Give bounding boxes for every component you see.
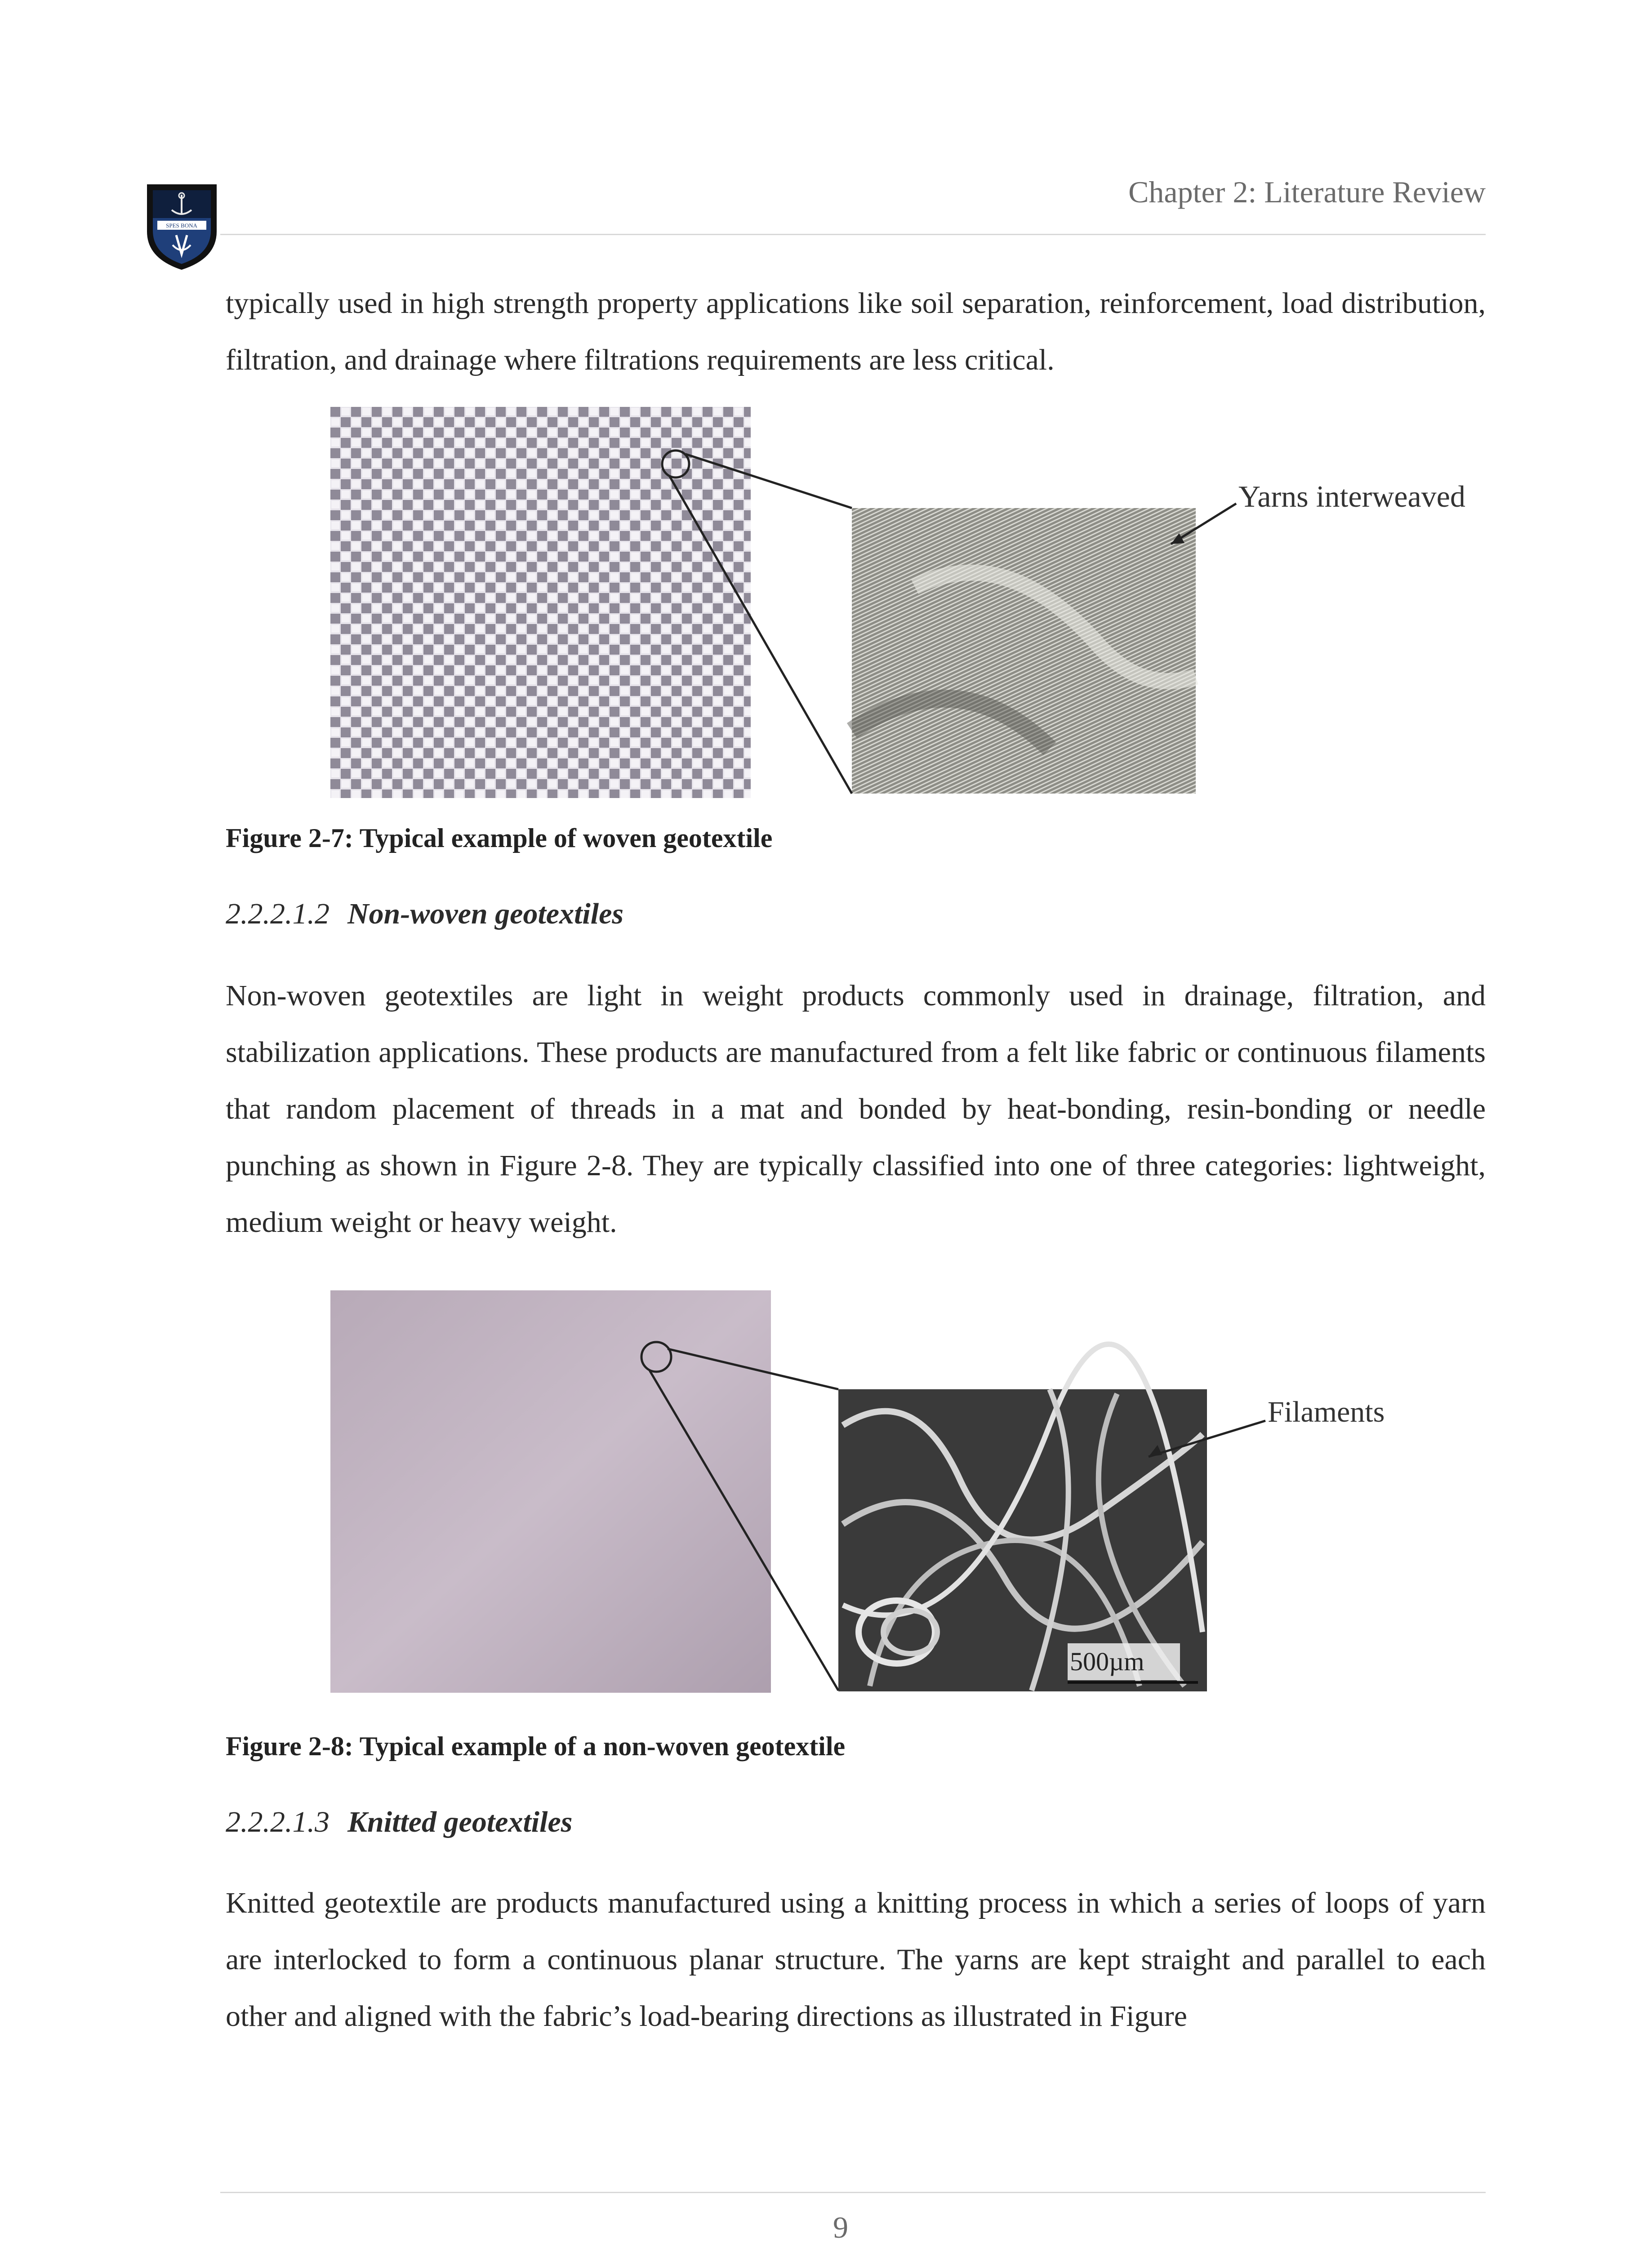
university-crest-logo (145, 182, 219, 272)
filament-micrograph (838, 1344, 1207, 1691)
nonwoven-fabric-photo (330, 1290, 771, 1693)
heading-number: 2.2.2.1.3 (226, 1806, 330, 1838)
yarns-interweaved-label: Yarns interweaved (1238, 479, 1465, 513)
figure-nonwoven-geotextile (330, 1290, 1409, 1695)
scale-bar-label: 500µm (1070, 1647, 1144, 1676)
footer-rule (220, 2192, 1486, 2193)
woven-fabric-photo (330, 407, 751, 798)
knitted-paragraph: Knitted geotextile are products manufactured using a knitting process in which a series of loops of yarn are interlocked to form a continuous planar structure. The yarns are kept straight and parallel to each other and aligned with the fabric’s load-bearing directions as illustrated in Figure (226, 1887, 1486, 2033)
page-number: 9 (833, 2210, 848, 2244)
woven-yarn-micrograph (852, 508, 1196, 794)
chapter-header: Chapter 2: Literature Review (1128, 175, 1486, 209)
filaments-label: Filaments (1268, 1396, 1385, 1428)
heading-knitted (226, 1805, 572, 1839)
crest-motto: SPES BONA (166, 222, 197, 229)
figure-woven-geotextile (330, 407, 1499, 803)
nonwoven-paragraph: Non-woven geotextiles are light in weight products commonly used in drainage, filtration, and stabilization applications. These products are manufactured from a felt like fabric or continuous filaments that random placement of threads in a mat and bonded by heat-bonding, resin-bonding or needle punching as shown in Figure 2-8. They are typically classified into one of three categories: lightweight, medium weight or heavy weight. (226, 979, 1486, 1239)
heading-nonwoven (226, 897, 623, 931)
header-rule (220, 234, 1486, 235)
figure-2-7-caption: Figure 2-7: Typical example of woven geotextile (226, 823, 773, 853)
heading-title: Non-woven geotextiles (347, 897, 624, 930)
intro-paragraph: typically used in high strength property applications like soil separation, reinforcement, load distribution, filtration, and drainage where filtrations requirements are less critical. (226, 287, 1486, 376)
heading-title: Knitted geotextiles (347, 1806, 573, 1838)
figure-2-8-caption: Figure 2-8: Typical example of a non-woven geotextile (226, 1731, 846, 1761)
heading-number: 2.2.2.1.2 (226, 897, 330, 930)
